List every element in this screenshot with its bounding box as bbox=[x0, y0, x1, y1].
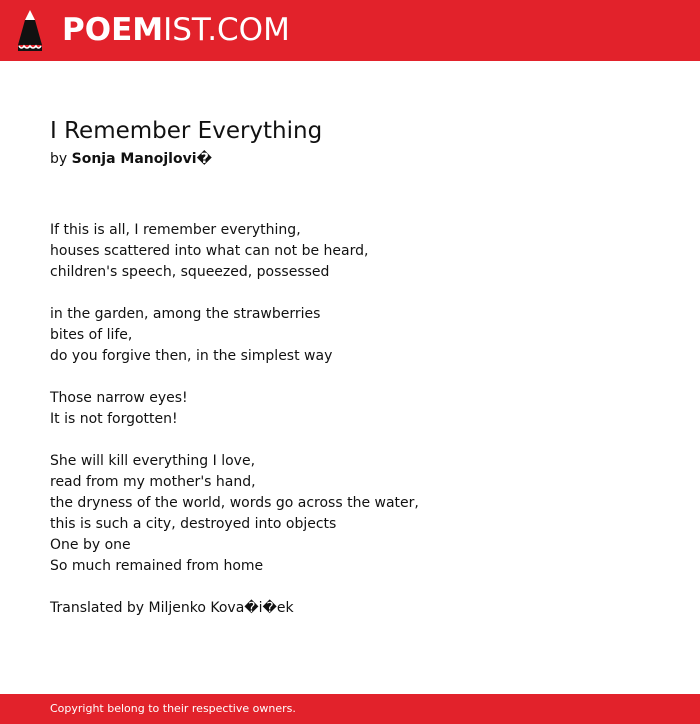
poem-line: do you forgive then, in the simplest way bbox=[50, 348, 333, 364]
poem-line: She will kill everything I love, bbox=[50, 453, 256, 469]
poem-line: Those narrow eyes! bbox=[50, 390, 188, 406]
brand-bold-text: POEM bbox=[62, 12, 164, 48]
poem-line: read from my mother's hand, bbox=[50, 474, 256, 490]
site-brand[interactable] bbox=[62, 12, 290, 48]
copyright-text: Copyright belong to their respective owners. bbox=[50, 702, 296, 715]
poem-line: If this is all, I remember everything, bbox=[50, 222, 301, 238]
poem-line: bites of life, bbox=[50, 327, 133, 343]
poem-line: So much remained from home bbox=[50, 558, 264, 574]
by-label: by bbox=[50, 151, 68, 167]
poem-line: It is not forgotten! bbox=[50, 411, 178, 427]
stanza-break bbox=[50, 577, 650, 598]
site-header bbox=[0, 0, 700, 61]
stanza-break bbox=[50, 283, 650, 304]
poem-line: houses scattered into what can not be heard, bbox=[50, 243, 369, 259]
pencil-tip-icon[interactable] bbox=[17, 9, 43, 51]
translator-credit: Translated by Miljenko Kova�i�ek bbox=[50, 600, 294, 616]
poem-line: in the garden, among the strawberries bbox=[50, 306, 321, 322]
poem-line: children's speech, squeezed, possessed bbox=[50, 264, 330, 280]
poem-body bbox=[50, 220, 650, 619]
brand-light-text: IST.COM bbox=[163, 12, 290, 48]
poem-line: this is such a city, destroyed into objects bbox=[50, 516, 337, 532]
poem-byline bbox=[50, 150, 212, 168]
stanza-break bbox=[50, 430, 650, 451]
poem-title: I Remember Everything bbox=[50, 118, 323, 144]
site-footer bbox=[0, 694, 700, 724]
poem-line: One by one bbox=[50, 537, 131, 553]
poem-line: the dryness of the world, words go across the water, bbox=[50, 495, 419, 511]
author-name[interactable]: Sonja Manojlovi� bbox=[71, 151, 213, 167]
stanza-break bbox=[50, 367, 650, 388]
